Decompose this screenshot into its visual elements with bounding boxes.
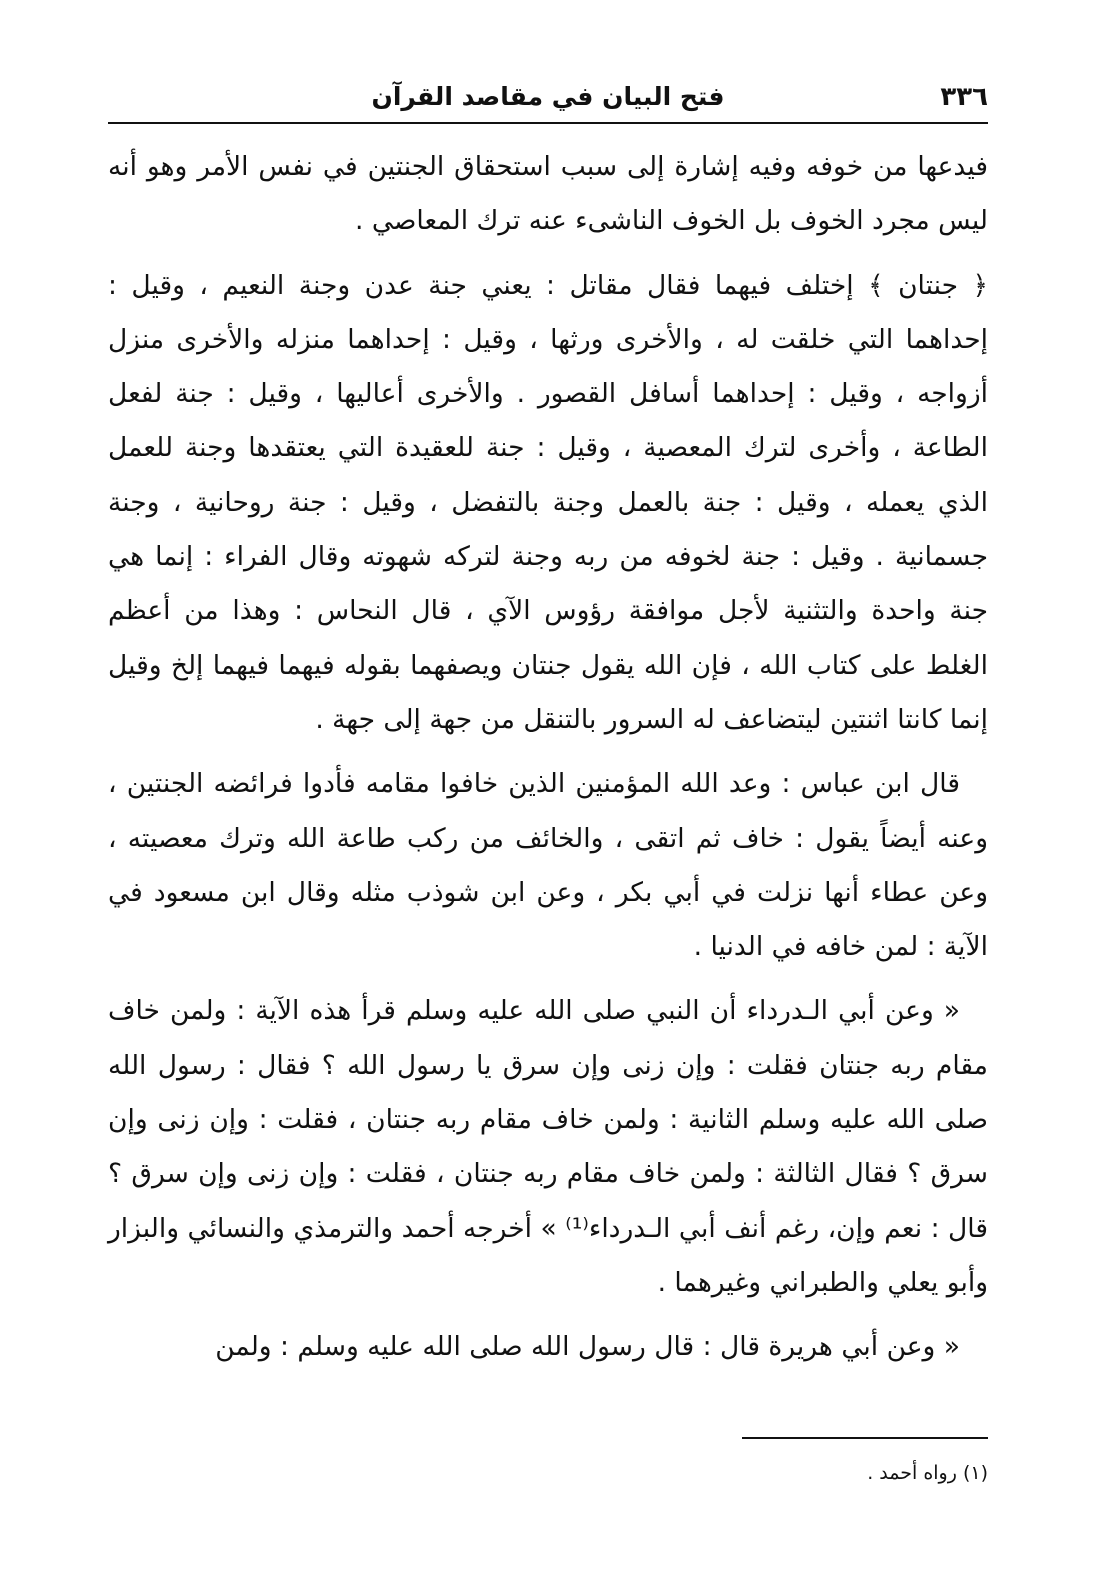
paragraph-1: فيدعها من خوفه وفيه إشارة إلى سبب استحقاق الجنتين في نفس الأمر وهو أنه ليس مجرد الخوف بل الخوف الناشىء عنه ترك المعاصي . <box>108 151 988 237</box>
page-number: ٣٣٦ <box>940 82 988 112</box>
paragraph-2: ﴿ جنتان ﴾ إختلف فيهما فقال مقاتل : يعني جنة عدن وجنة النعيم ، وقيل : إحداهما التي خلقت له ، والأخرى ورثها ، وقيل : إحداهما منزله والأخرى منزل أزواجه ، وقيل : إحداهما أسافل القصور . والأخرى أعاليها ، وقيل : جنة لفعل الطاعة ، وأخرى لترك المعصية ، وقيل : جنة للعقيدة التي يعتقدها وجنة للعمل الذي يعمله ، وقيل : جنة بالعمل وجنة بالتفضل ، وقيل : جنة روحانية ، وجنة جسمانية . وقيل : جنة لخوفه من ربه وجنة لتركه شهوته وقال الفراء : إنما هي جنة واحدة والتثنية لأجل موافقة رؤوس الآي ، قال النحاس : وهذا من أعظم الغلط على كتاب الله ، فإن الله يقول جنتان ويصفهما بقوله فيهما فيهما إلخ وقيل إنما كانتا اثنتين ليتضاعف له السرور بالتنقل من جهة إلى جهة . <box>108 269 988 735</box>
footnote: (١) رواه أحمد . <box>867 1462 988 1484</box>
paragraph-5: « وعن أبي هريرة قال : قال رسول الله صلى الله عليه وسلم : ولمن <box>215 1331 960 1363</box>
footnote-rule <box>742 1437 988 1439</box>
main-text <box>108 140 988 1375</box>
paragraph-3: قال ابن عباس : وعد الله المؤمنين الذين خافوا مقامه فأدوا فرائضه الجنتين ، وعنه أيضاً يقول : خاف ثم اتقى ، والخائف من ركب طاعة الله وترك معصيته ، وعن عطاء أنها نزلت في أبي بكر ، وعن ابن شوذب مثله وقال ابن مسعود في الآية : لمن خافه في الدنيا . <box>108 768 988 963</box>
running-title: فتح البيان في مقاصد القرآن <box>371 82 725 111</box>
page-header <box>108 78 988 120</box>
header-rule <box>108 122 988 124</box>
paragraph-4: « وعن أبي الـدرداء أن النبي صلى الله عليه وسلم قرأ هذه الآية : ولمن خاف مقام ربه جنتان فقلت : وإن زنى وإن سرق يا رسول الله ؟ فقال : رسول الله صلى الله عليه وسلم الثانية : ولمن خاف مقام ربه جنتان ، فقلت : وإن زنى وإن سرق ؟ فقال الثالثة : ولمن خاف مقام ربه جنتان ، فقلت : وإن زنى وإن سرق ؟ قال : نعم وإن، رغم أنف أبي الـدرداء⁽¹⁾ » أخرجه أحمد والترمذي والنسائي والبزار وأبو يعلي والطبراني وغيرهما . <box>108 995 989 1298</box>
